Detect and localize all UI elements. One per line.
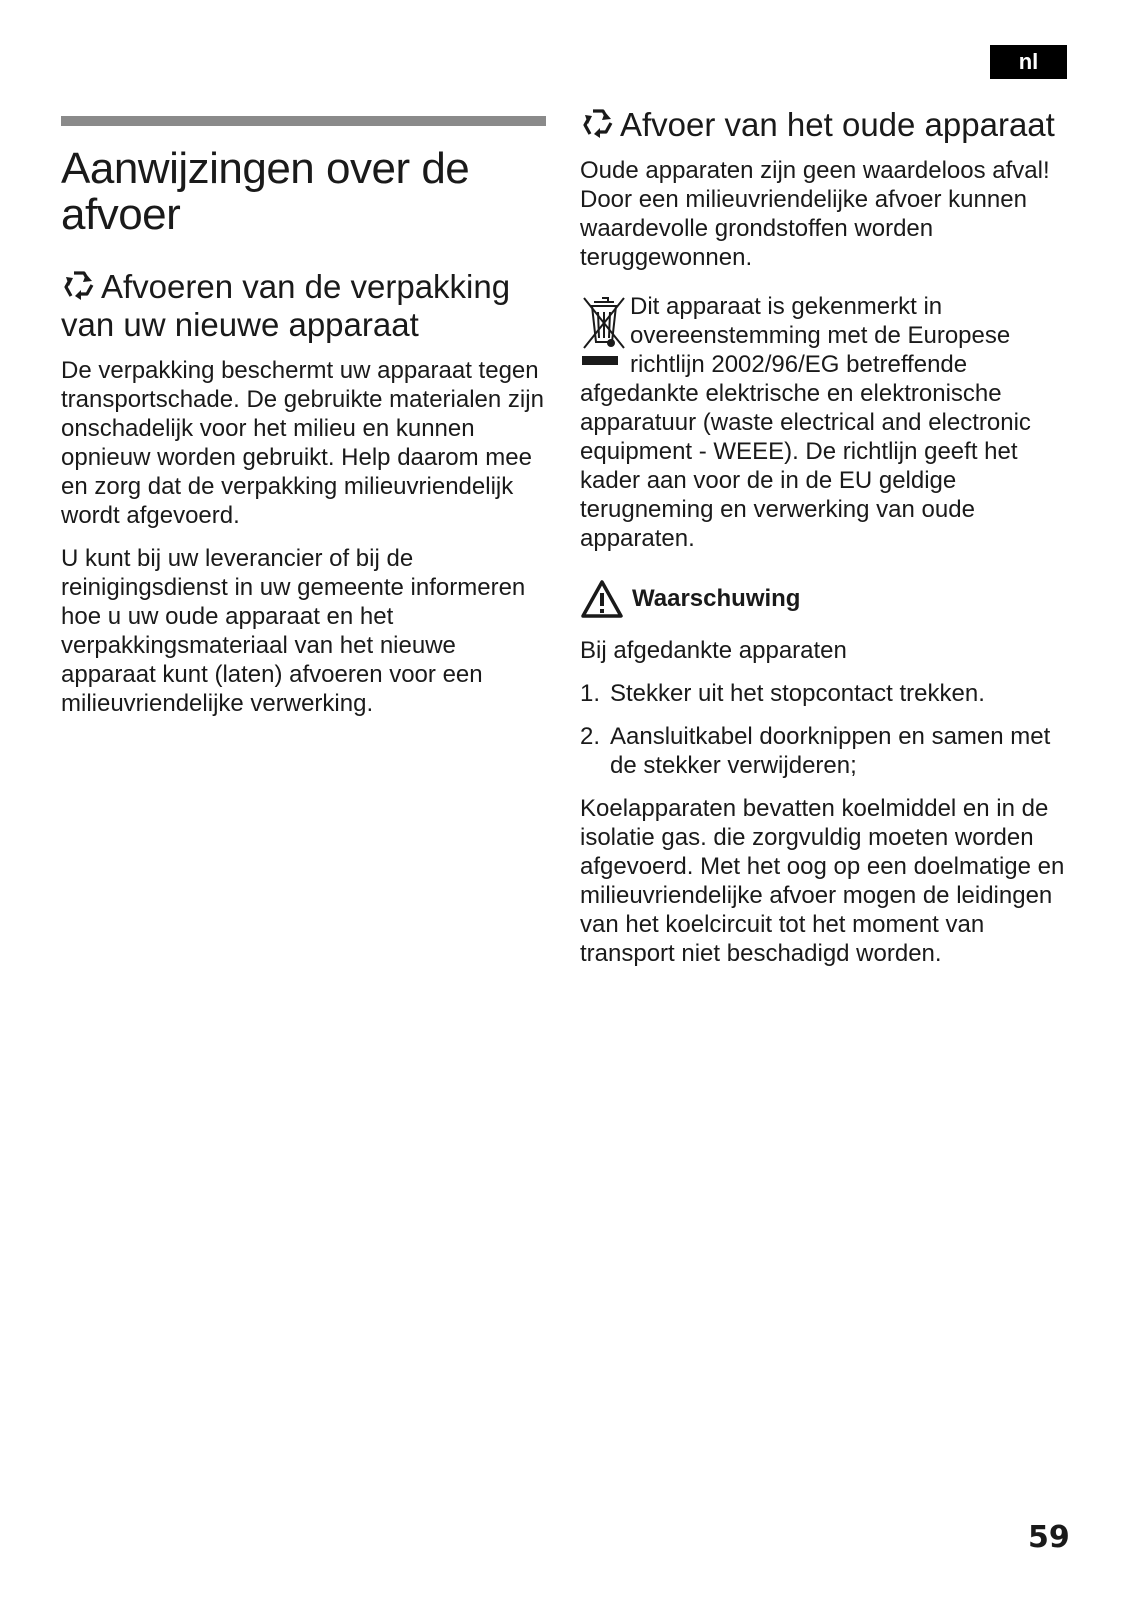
warning-triangle-icon: [580, 579, 624, 619]
page-title: [61, 146, 546, 238]
weee-notice: [580, 292, 1070, 553]
page-number: 59: [1028, 1520, 1070, 1555]
step-number: 2.: [580, 723, 601, 750]
step-text: Stekker uit het stopcontact trekken.: [610, 680, 985, 707]
old-appliance-heading: [580, 106, 1070, 144]
packaging-paragraph-2: U kunt bij uw leverancier of bij de reinigingsdienst in uw gemeente informeren hoe u uw oude apparaat en het verpakkingsmateriaal van het nieuwe apparaat kunt (laten) afvoeren voor een milieuvriendelijke verwerking.: [61, 545, 526, 717]
page-title-line1: Aanwijzingen over de: [61, 144, 470, 193]
recycle-icon: [580, 107, 616, 139]
closing-paragraph: Koelapparaten bevatten koelmiddel en in de isolatie gas. die zorgvuldig moeten worden afgevoerd. Met het oog op een doelmatige en milieuvriendelijke afvoer mogen de leidingen van het koelcircuit tot het moment van transport niet beschadigd worden.: [580, 795, 1065, 967]
step-text: Aansluitkabel doorknippen en samen met de stekker verwijderen;: [610, 723, 1051, 779]
warning-intro: Bij afgedankte apparaten: [580, 637, 847, 664]
right-column: [580, 106, 1070, 968]
packaging-heading: [61, 268, 546, 344]
crossed-bin-icon: [580, 292, 628, 376]
section-rule: [61, 116, 546, 126]
step-number: 1.: [580, 680, 601, 707]
recycle-icon: [61, 269, 97, 301]
old-appliance-heading-text: Afvoer van het oude apparaat: [620, 106, 1055, 143]
page-title-line2: afvoer: [61, 190, 181, 239]
steps-list: [580, 679, 1070, 780]
old-appliance-paragraph: Oude apparaten zijn geen waardeloos afval! Door een milieuvriendelijke afvoer kunnen waardevolle grondstoffen worden teruggewonnen.: [580, 157, 1050, 271]
warning-label: Waarschuwing: [632, 585, 801, 612]
packaging-heading-text: Afvoeren van de verpakking van uw nieuwe apparaat: [61, 268, 511, 343]
packaging-paragraph-1: De verpakking beschermt uw apparaat tegen transportschade. De gebruikte materialen zijn onschadelijk voor het milieu en kunnen opnieuw worden gebruikt. Help daarom mee en zorg dat de verpakking milieuvriendelijk wordt afgevoerd.: [61, 357, 544, 529]
left-column: [61, 116, 546, 718]
list-item: [580, 679, 1070, 708]
warning-row: [580, 578, 1070, 620]
language-tab: nl: [990, 45, 1067, 79]
list-item: [580, 722, 1070, 780]
weee-text: Dit apparaat is gekenmerkt in overeenstemming met de Europese richtlijn 2002/96/EG betreffende afgedankte elektrische en elektronische apparatuur (waste electrical and electronic equipment - WEEE). De richtlijn geeft het kader aan voor de in de EU geldige terugneming en verwerking van oude apparaten.: [580, 293, 1031, 552]
